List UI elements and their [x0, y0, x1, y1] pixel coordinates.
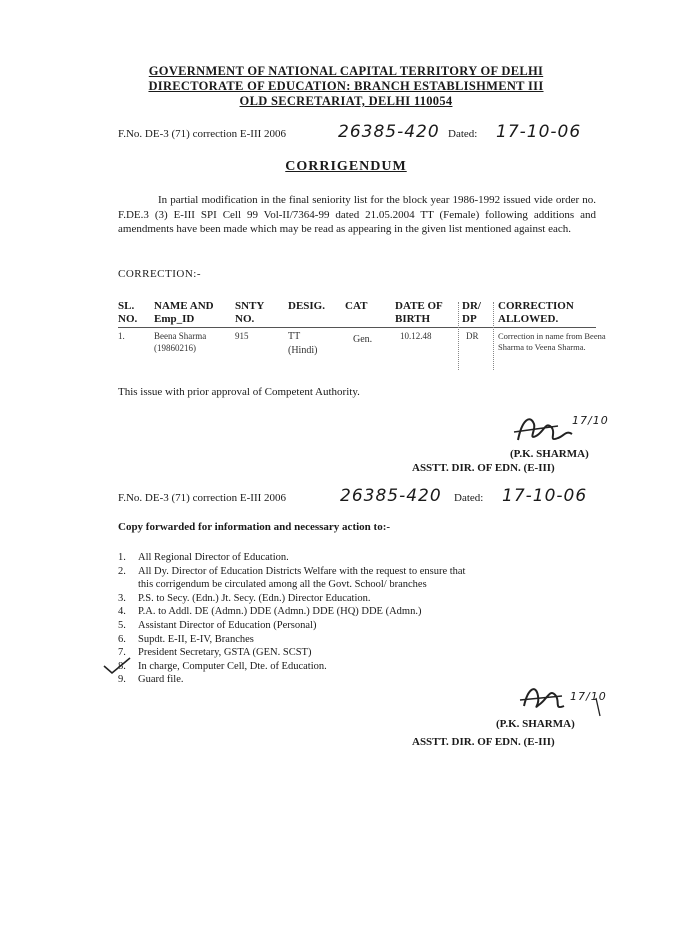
col-header-correction: CORRECTION ALLOWED.: [498, 300, 574, 325]
header-line-3: OLD SECRETARIAT, DELHI 110054: [239, 94, 453, 108]
checkmark-icon: [102, 656, 132, 676]
signature-2-mark: [510, 676, 620, 720]
signatory-2-designation: ASSTT. DIR. OF EDN. (E-III): [412, 736, 555, 748]
header-line-2: DIRECTORATE OF EDUCATION: BRANCH ESTABLISHMENT III: [148, 79, 544, 93]
cell-drdp: DR: [466, 331, 479, 341]
signature-2-date: 17/10: [570, 690, 607, 703]
handwritten-dispatch-number: 26385-420: [340, 486, 442, 506]
list-item: 8. In charge, Computer Cell, Dte. of Education.: [118, 660, 588, 674]
list-item: 1. All Regional Director of Education.: [118, 552, 289, 563]
col-header-drdp: DR/ DP: [462, 300, 481, 325]
corrections-table: [118, 300, 606, 375]
list-item-continuation: this corrigendum be circulated among all the Govt. School/ branches: [138, 579, 427, 591]
col-header-dob: DATE OF BIRTH: [395, 300, 443, 325]
cell-snty: 915: [235, 331, 249, 341]
cell-emp-id: (19860216): [154, 343, 196, 353]
header-line-1: GOVERNMENT OF NATIONAL CAPITAL TERRITORY OF DELHI: [148, 64, 544, 78]
column-divider: [458, 302, 459, 370]
dated-label: Dated:: [448, 128, 478, 140]
file-number-text: F.No. DE-3 (71) correction E-III 2006: [118, 492, 287, 504]
cell-cat: Gen.: [353, 334, 373, 345]
cell-dob: 10.12.48: [400, 331, 432, 341]
list-item: 9. Guard file.: [118, 674, 184, 686]
copy-forwarded-heading: Copy forwarded for information and necessary action to:-: [118, 521, 391, 533]
column-divider: [493, 302, 494, 370]
col-header-desig: DESIG.: [288, 300, 325, 312]
list-item: 6. Supdt. E-II, E-IV, Branches: [118, 633, 254, 645]
col-header-snty: SNTY NO.: [235, 300, 264, 325]
body-paragraph: In partial modification in the final seniority list for the block year 1986-1992 issued vide order no. F.DE.3 (3) E-III SPI Cell 99 Vol-II/7364-99 dated 21.05.2004 TT (Female) following additions and amendments have been made which may be read as appearing in the given list mentioned against each.: [118, 194, 596, 235]
col-header-name: NAME AND Emp_ID: [154, 300, 214, 325]
signatory-1-designation: ASSTT. DIR. OF EDN. (E-III): [412, 462, 555, 474]
list-item: 3. P.S. to Secy. (Edn.) Jt. Secy. (Edn.) Director Education.: [118, 592, 371, 604]
signature-1-mark: [500, 410, 610, 450]
handwritten-date: 17-10-06: [502, 486, 588, 506]
correction-label: CORRECTION:-: [118, 268, 201, 280]
cell-desig: TT: [288, 331, 301, 342]
signatory-1-name: (P.K. SHARMA): [510, 448, 589, 460]
list-item: 5. Assistant Director of Education (Personal): [118, 619, 317, 631]
handwritten-dispatch-number: 26385-420: [338, 122, 440, 142]
copy-list: [118, 551, 588, 687]
list-item: 7. President Secretary, GSTA (GEN. SCST): [118, 647, 312, 659]
table-header-rule: [118, 327, 596, 328]
cell-name: Beena Sharma: [154, 331, 207, 341]
col-header-sl: SL. NO.: [118, 300, 138, 325]
signatory-2-name: (P.K. SHARMA): [496, 718, 575, 730]
cell-sl: 1.: [118, 331, 125, 341]
list-item: 2. All Dy. Director of Education Districts Welfare with the request to ensure that: [118, 565, 466, 577]
approval-note: This issue with prior approval of Competent Authority.: [118, 386, 360, 398]
file-reference-1: [118, 122, 618, 146]
cell-correction: Correction in name from Beena Sharma to Veena Sharma.: [498, 331, 606, 352]
file-reference-2: [118, 486, 618, 510]
file-number-text: F.No. DE-3 (71) correction E-III 2006: [118, 128, 287, 140]
dated-label: Dated:: [454, 492, 484, 504]
signature-1-date: 17/10: [572, 414, 609, 427]
document-title: CORRIGENDUM: [285, 159, 407, 174]
table-row: [118, 331, 606, 373]
handwritten-date: 17-10-06: [496, 122, 582, 142]
cell-desig-sub: (Hindi): [288, 345, 318, 356]
col-header-cat: CAT: [345, 300, 368, 312]
list-item: 4. P.A. to Addl. DE (Admn.) DDE (Admn.) DDE (HQ) DDE (Admn.): [118, 606, 422, 618]
